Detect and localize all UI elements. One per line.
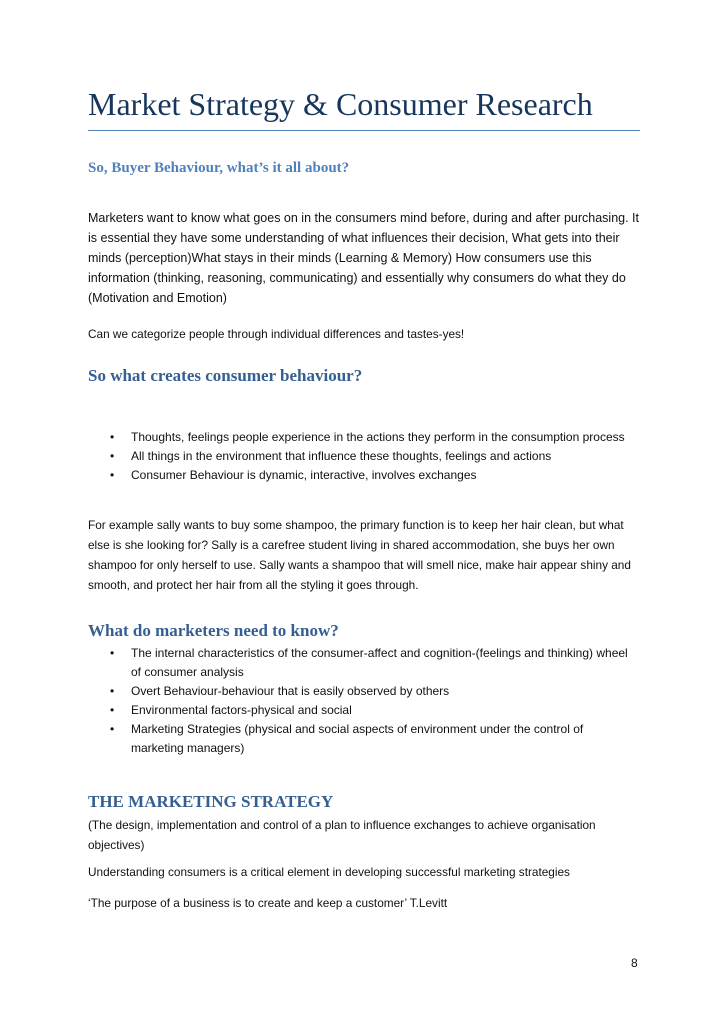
marketers-need-list bbox=[110, 644, 630, 758]
list-item: • The internal characteristics of the consumer-affect and cognition-(feelings and thinking) wheel of consumer analysis bbox=[110, 646, 628, 679]
bullet-icon: • bbox=[110, 449, 115, 463]
categorize-paragraph: Can we categorize people through individual differences and tastes-yes! bbox=[88, 327, 465, 341]
list-item: • Consumer Behaviour is dynamic, interactive, involves exchanges bbox=[110, 466, 630, 485]
understanding-paragraph: Understanding consumers is a critical element in developing successful marketing strategies bbox=[88, 865, 570, 879]
list-item: • All things in the environment that influence these thoughts, feelings and actions bbox=[110, 447, 630, 466]
consumer-behaviour-list bbox=[110, 428, 630, 485]
list-item: • Marketing Strategies (physical and social aspects of environment under the control of marketing managers) bbox=[110, 722, 584, 755]
list-item: • Overt Behaviour-behaviour that is easily observed by others bbox=[110, 682, 630, 701]
title-underline bbox=[88, 130, 640, 131]
intro-paragraph: Marketers want to know what goes on in the consumers mind before, during and after purchasing. It is essential they have some understanding of what influences their decision, What gets into their minds (perception)What stays in their minds (Learning & Memory) How consumers use this information (thinking, reasoning, communicating) and essentially why consumers do what they do (Motivation and Emotion) bbox=[88, 211, 639, 305]
section-heading-marketers-need: What do marketers need to know? bbox=[88, 621, 339, 640]
list-item: • Thoughts, feelings people experience in the actions they perform in the consumption process bbox=[110, 428, 630, 447]
bullet-icon: • bbox=[110, 468, 115, 482]
page-title: Market Strategy & Consumer Research bbox=[88, 86, 593, 122]
levitt-quote: ‘The purpose of a business is to create and keep a customer’ T.Levitt bbox=[88, 896, 448, 910]
marketing-strategy-definition: (The design, implementation and control of a plan to influence exchanges to achieve organisation objectives) bbox=[88, 818, 596, 852]
bullet-icon: • bbox=[110, 684, 115, 698]
bullet-icon: • bbox=[110, 722, 115, 736]
bullet-icon: • bbox=[110, 703, 115, 717]
list-item: • Environmental factors-physical and social bbox=[110, 701, 630, 720]
subtitle: So, Buyer Behaviour, what’s it all about? bbox=[88, 160, 350, 176]
bullet-icon: • bbox=[110, 646, 115, 660]
section-heading-consumer-behaviour: So what creates consumer behaviour? bbox=[88, 366, 363, 385]
section-heading-marketing-strategy: THE MARKETING STRATEGY bbox=[88, 792, 334, 811]
bullet-icon: • bbox=[110, 430, 115, 444]
page-number: 8 bbox=[631, 956, 638, 970]
example-paragraph: For example sally wants to buy some shampoo, the primary function is to keep her hair clean, but what else is she looking for? Sally is a carefree student living in shared accommodation, she buys her own shampoo for only herself to use. Sally wants a shampoo that will smell nice, make hair appear shiny and smooth, and protect her hair from all the styling it goes through. bbox=[88, 518, 631, 592]
